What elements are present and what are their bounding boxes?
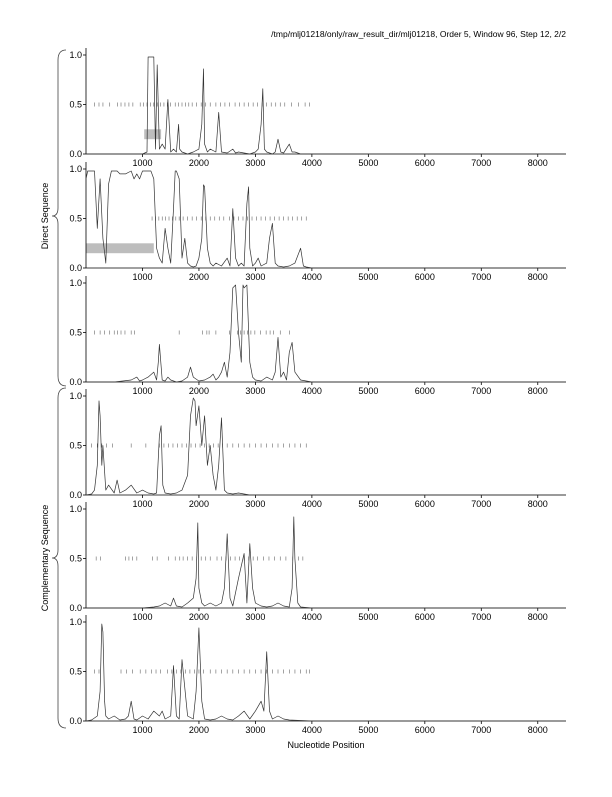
x-tick-label: 7000 [471, 158, 492, 168]
x-tick-label: 3000 [245, 272, 266, 282]
x-tick-label: 2000 [188, 158, 209, 168]
chart-panel-3 [69, 276, 566, 396]
x-tick-label: 7000 [471, 272, 492, 282]
x-tick-label: 5000 [358, 272, 379, 282]
x-tick-label: 4000 [301, 612, 322, 622]
x-tick-label: 5000 [358, 158, 379, 168]
x-tick-label: 3000 [245, 612, 266, 622]
series-line-1 [86, 398, 566, 495]
y-tick-label: 1.0 [69, 504, 82, 514]
x-tick-label: 5000 [358, 499, 379, 509]
x-tick-label: 2000 [188, 499, 209, 509]
chart-panel-6 [69, 615, 566, 735]
x-tick-label: 4000 [301, 158, 322, 168]
x-tick-label: 2000 [188, 725, 209, 735]
x-tick-label: 4000 [301, 725, 322, 735]
y-tick-label: 1.0 [69, 617, 82, 627]
chart-panel-1 [69, 48, 566, 168]
y-tick-label: 0.5 [69, 553, 82, 564]
panels-group [69, 48, 566, 735]
x-tick-label: 6000 [414, 386, 435, 396]
y-tick-label: 0.0 [69, 263, 82, 273]
y-tick-label: 0.0 [69, 716, 82, 726]
x-tick-label: 2000 [188, 386, 209, 396]
y-tick-label: 0.5 [69, 213, 82, 224]
x-tick-label: 6000 [414, 158, 435, 168]
x-tick-label: 5000 [358, 386, 379, 396]
x-tick-label: 6000 [414, 272, 435, 282]
x-tick-label: 1000 [132, 386, 153, 396]
y-tick-label: 0.5 [69, 99, 82, 110]
x-tick-label: 7000 [471, 499, 492, 509]
y-tick-label: 0.0 [69, 149, 82, 159]
chart-panel-4 [69, 389, 566, 509]
x-tick-label: 8000 [527, 158, 548, 168]
chart-panel-2 [69, 162, 566, 282]
x-tick-label: 2000 [188, 612, 209, 622]
x-tick-label: 8000 [527, 725, 548, 735]
x-tick-label: 3000 [245, 725, 266, 735]
chart-panel-5 [69, 502, 566, 622]
header-path-label: /tmp/mlj01218/only/raw_result_dir/mlj01218, Order 5, Window 96, Step 12, 2/2 [271, 29, 566, 39]
x-tick-label: 3000 [245, 499, 266, 509]
x-tick-label: 1000 [132, 272, 153, 282]
y-tick-label: 1.0 [69, 278, 82, 288]
series-line-1 [86, 624, 566, 721]
x-tick-label: 5000 [358, 725, 379, 735]
series-line-1 [86, 57, 566, 154]
complementary-group-brace [52, 388, 66, 728]
x-tick-label: 7000 [471, 725, 492, 735]
x-tick-label: 4000 [301, 499, 322, 509]
direct-group-label: Direct Sequence [40, 182, 50, 250]
highlight-region [144, 129, 161, 139]
y-tick-label: 0.0 [69, 377, 82, 387]
x-tick-label: 7000 [471, 612, 492, 622]
y-tick-label: 1.0 [69, 50, 82, 60]
x-tick-label: 3000 [245, 158, 266, 168]
y-tick-label: 0.5 [69, 327, 82, 338]
x-tick-label: 1000 [132, 158, 153, 168]
sequence-group-brackets [40, 50, 66, 728]
y-tick-label: 0.5 [69, 440, 82, 451]
x-axis-title: Nucleotide Position [287, 740, 365, 750]
highlight-region [86, 243, 154, 253]
x-tick-label: 8000 [527, 499, 548, 509]
y-tick-label: 0.0 [69, 603, 82, 613]
x-tick-label: 8000 [527, 612, 548, 622]
y-tick-label: 1.0 [69, 391, 82, 401]
x-tick-label: 6000 [414, 499, 435, 509]
x-tick-label: 2000 [188, 272, 209, 282]
x-tick-label: 4000 [301, 272, 322, 282]
direct-group-brace [52, 50, 66, 386]
series-line-1 [86, 171, 566, 268]
x-tick-label: 4000 [301, 386, 322, 396]
x-tick-label: 8000 [527, 386, 548, 396]
y-tick-label: 0.5 [69, 666, 82, 677]
x-tick-label: 1000 [132, 725, 153, 735]
y-tick-label: 0.0 [69, 490, 82, 500]
series-line-1 [86, 285, 566, 382]
x-tick-label: 5000 [358, 612, 379, 622]
x-tick-label: 8000 [527, 272, 548, 282]
x-tick-label: 7000 [471, 386, 492, 396]
series-line-1 [86, 517, 566, 608]
y-tick-label: 1.0 [69, 164, 82, 174]
x-tick-label: 1000 [132, 499, 153, 509]
complementary-group-label: Complementary Sequence [40, 504, 50, 612]
x-tick-label: 6000 [414, 725, 435, 735]
x-tick-label: 6000 [414, 612, 435, 622]
x-tick-label: 1000 [132, 612, 153, 622]
x-tick-label: 3000 [245, 386, 266, 396]
